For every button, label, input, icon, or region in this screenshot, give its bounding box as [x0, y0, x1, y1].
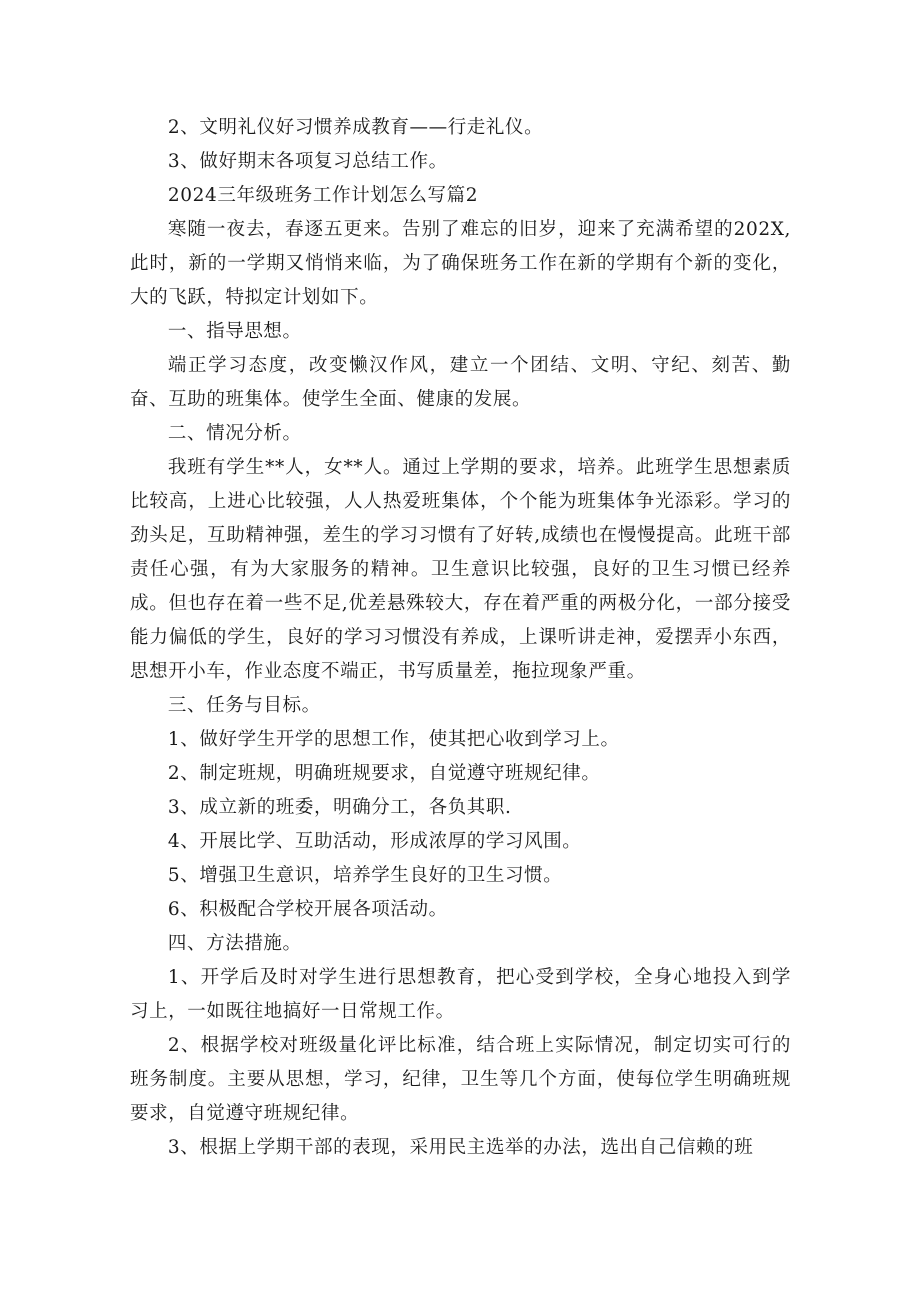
list-item: 3、成立新的班委，明确分工，各负其职. — [167, 797, 512, 818]
list-item: 1、做好学生开学的思想工作，使其把心收到学习上。 — [167, 729, 620, 750]
body-paragraph: 我班有学生**人，女**人。通过上学期的要求，培养。此班学生思想素质比较高，上进心比较强，人人热爱班集体，个个能为班集体争光添彩。学习的劲头足，互助精神强，差生的学习习惯有了好转,成绩也在慢慢提高。此班干部责任心强，有为大家服务的精神。卫生意识比较强，良好的卫生习惯已经养成。但也存在着一些不足,优差悬殊较大，存在着严重的两极分化，一部分接受能力偏低的学生，良好的学习习惯没有养成，上课听讲走神，爱摆弄小东西，思想开小车，作业态度不端正，书写质量差，拖拉现象严重。 — [130, 457, 791, 682]
section-heading: 一、指导思想。 — [167, 321, 302, 342]
section-heading: 四、方法措施。 — [167, 933, 302, 954]
list-item: 3、做好期末各项复习总结工作。 — [167, 151, 448, 172]
section-title: 2024三年级班务工作计划怎么写篇2 — [167, 185, 479, 206]
list-item: 2、制定班规，明确班规要求，自觉遵守班规纪律。 — [167, 763, 601, 784]
list-item: 2、根据学校对班级量化评比标准，结合班上实际情况，制定切实可行的班务制度。主要从思想，学习，纪律，卫生等几个方面，使每位学生明确班规要求，自觉遵守班规纪律。 — [130, 1035, 791, 1124]
section-heading: 二、情况分析。 — [167, 423, 302, 444]
section-heading: 三、任务与目标。 — [167, 695, 321, 716]
list-item: 2、文明礼仪好习惯养成教育——行走礼仪。 — [167, 117, 544, 138]
body-paragraph: 寒随一夜去，春逐五更来。告别了难忘的旧岁，迎来了充满希望的202X,此时，新的一学期又悄悄来临，为了确保班务工作在新的学期有个新的变化，大的飞跃，特拟定计划如下。 — [130, 219, 791, 308]
list-item: 3、根据上学期干部的表现，采用民主选举的办法，选出自己信赖的班 — [167, 1137, 754, 1158]
list-item: 5、增强卫生意识，培养学生良好的卫生习惯。 — [167, 865, 563, 886]
body-paragraph: 端正学习态度，改变懒汉作风，建立一个团结、文明、守纪、刻苦、勤奋、互助的班集体。使学生全面、健康的发展。 — [130, 355, 791, 410]
list-item: 6、积极配合学校开展各项活动。 — [167, 899, 448, 920]
list-item: 4、开展比学、互助活动，形成浓厚的学习风围。 — [167, 831, 582, 852]
document-body — [130, 111, 791, 1165]
list-item: 1、开学后及时对学生进行思想教育，把心受到学校，全身心地投入到学习上，一如既往地搞好一日常规工作。 — [130, 967, 791, 1022]
